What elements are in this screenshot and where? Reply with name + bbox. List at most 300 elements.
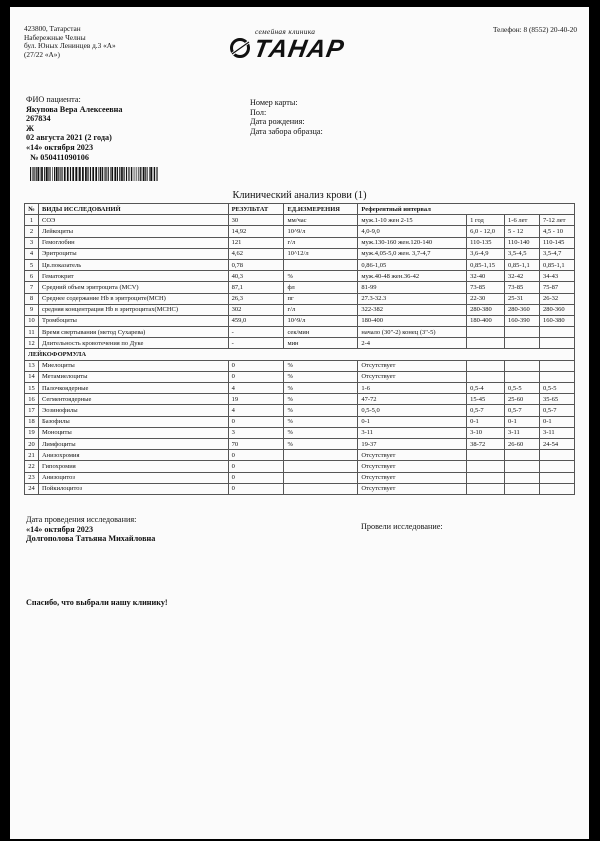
table-cell: 19-37 xyxy=(358,438,467,449)
footer-block xyxy=(26,515,155,544)
table-cell: 23 xyxy=(25,472,39,483)
table-cell xyxy=(539,483,574,494)
table-cell: Эритроциты xyxy=(38,248,228,259)
table-cell: Миелоциты xyxy=(38,360,228,371)
table-cell xyxy=(467,483,505,494)
table-row xyxy=(25,327,575,338)
table-cell xyxy=(467,360,505,371)
barcode-bar xyxy=(98,167,99,181)
table-cell xyxy=(467,338,505,349)
table-cell: 280-380 xyxy=(467,304,505,315)
barcode-bar xyxy=(50,167,51,181)
barcode-bar xyxy=(92,167,94,181)
table-cell: 3-11 xyxy=(505,427,540,438)
table-cell xyxy=(505,338,540,349)
logo-name: ТАНАР xyxy=(251,35,347,63)
table-cell: Отсутствует xyxy=(358,472,467,483)
barcode-bar xyxy=(105,167,106,181)
barcode-bar xyxy=(79,167,81,181)
barcode-bar xyxy=(117,167,118,181)
barcode-bar xyxy=(40,167,41,181)
table-cell xyxy=(467,371,505,382)
table-cell: Отсутствует xyxy=(358,483,467,494)
table-cell: 5 - 12 xyxy=(505,226,540,237)
logo-swoosh-icon xyxy=(228,37,254,59)
address-line: бул. Юных Ленинцев д.3 «А» xyxy=(24,41,116,51)
barcode-bar xyxy=(149,167,150,181)
table-cell: % xyxy=(284,438,358,449)
table-cell: Длительность кровотечения по Дуке xyxy=(38,338,228,349)
table-cell xyxy=(284,472,358,483)
table-cell: 11 xyxy=(25,327,39,338)
table-row xyxy=(25,226,575,237)
table-cell: Гематокрит xyxy=(38,271,228,282)
table-cell: 3-11 xyxy=(539,427,574,438)
table-cell: % xyxy=(284,405,358,416)
table-cell: 2-4 xyxy=(358,338,467,349)
patient-sex: Ж xyxy=(26,123,35,133)
patient-sample-date: «14» октября 2023 xyxy=(26,142,94,152)
table-row xyxy=(25,315,575,326)
table-cell: - xyxy=(228,327,284,338)
header-cell: РЕЗУЛЬТАТ xyxy=(228,204,284,215)
table-cell: 0 xyxy=(228,472,284,483)
table-cell: Эозинофилы xyxy=(38,405,228,416)
table-cell: 10^9/л xyxy=(284,315,358,326)
table-cell: 0,85-1,15 xyxy=(467,259,505,270)
patient-card: 267834 xyxy=(26,114,51,124)
table-cell: Время свертывания (метод Сухарева) xyxy=(38,327,228,338)
table-cell xyxy=(284,483,358,494)
logo-subtitle: семейная клиника xyxy=(255,27,316,36)
report-title: Клинический анализ крови (1) xyxy=(232,190,367,201)
barcode-bar xyxy=(32,167,33,181)
table-row xyxy=(25,360,575,371)
table-cell: - xyxy=(228,338,284,349)
table-cell: Анизохромия xyxy=(38,450,228,461)
barcode-bar xyxy=(90,167,91,181)
table-cell: 10^9/л xyxy=(284,226,358,237)
table-cell xyxy=(284,259,358,270)
table-cell: 17 xyxy=(25,405,39,416)
barcode-bar xyxy=(153,167,154,181)
table-cell: 47-72 xyxy=(358,394,467,405)
table-cell: 0,5-7 xyxy=(505,405,540,416)
table-cell: средняя концентрация Hb в эритроцитах(MCHC) xyxy=(38,304,228,315)
barcode-bar xyxy=(133,167,134,181)
table-cell: муж.130-160 жен.120-140 xyxy=(358,237,467,248)
table-header-row xyxy=(25,204,575,215)
barcode-bar xyxy=(36,167,37,181)
table-cell xyxy=(284,450,358,461)
table-cell: % xyxy=(284,371,358,382)
table-cell: 22 xyxy=(25,461,39,472)
table-cell: 0,5-5 xyxy=(539,383,574,394)
barcode-bar xyxy=(41,167,43,181)
table-cell: 12 xyxy=(25,338,39,349)
barcode-bar xyxy=(72,167,74,181)
table-cell: 0-1 xyxy=(358,416,467,427)
barcode-bar xyxy=(110,167,111,181)
table-cell xyxy=(467,472,505,483)
table-cell: 180-400 xyxy=(358,315,467,326)
barcode-bar xyxy=(126,167,127,181)
table-cell: пг xyxy=(284,293,358,304)
barcode-bar xyxy=(145,167,146,181)
barcode-bar xyxy=(143,167,145,181)
barcode-bar xyxy=(70,167,71,181)
table-cell: сек/мин xyxy=(284,327,358,338)
table-row xyxy=(25,416,575,427)
table-cell: 0 xyxy=(228,371,284,382)
table-cell: 0-1 xyxy=(505,416,540,427)
table-cell: Метамиелоциты xyxy=(38,371,228,382)
table-cell: начало (30"-2) конец (3"-5) xyxy=(358,327,467,338)
table-cell: 160-380 xyxy=(539,315,574,326)
table-cell: 34-43 xyxy=(539,271,574,282)
barcode-bar xyxy=(52,167,53,181)
table-cell: 0,85-1,1 xyxy=(539,259,574,270)
table-cell: 25-31 xyxy=(505,293,540,304)
barcode-bar xyxy=(46,167,48,181)
table-cell: Отсутствует xyxy=(358,461,467,472)
table-cell: % xyxy=(284,383,358,394)
table-cell: мин xyxy=(284,338,358,349)
table-row xyxy=(25,394,575,405)
table-row xyxy=(25,461,575,472)
table-cell: 0,5-5 xyxy=(505,383,540,394)
table-cell: 1 xyxy=(25,215,39,226)
table-row xyxy=(25,215,575,226)
table-cell: 10^12/л xyxy=(284,248,358,259)
table-cell xyxy=(505,371,540,382)
table-row xyxy=(25,483,575,494)
barcode-bar xyxy=(142,167,143,181)
patient-name: Якупова Вера Алексеевна xyxy=(26,104,123,114)
table-cell: 4 xyxy=(25,248,39,259)
table-cell: 14,92 xyxy=(228,226,284,237)
table-cell: 6 xyxy=(25,271,39,282)
results-table xyxy=(24,203,575,495)
table-cell: 280-360 xyxy=(539,304,574,315)
barcode-bar xyxy=(37,167,39,181)
study-date: «14» октября 2023 xyxy=(26,524,94,534)
table-cell: Отсутствует xyxy=(358,371,467,382)
address-line: Набережные Челны xyxy=(24,32,86,42)
table-cell: 6,0 - 12,0 xyxy=(467,226,505,237)
barcode-bar xyxy=(140,167,141,181)
header-cell: Референтный интервал xyxy=(358,204,575,215)
table-cell: 35-65 xyxy=(539,394,574,405)
table-row xyxy=(25,271,575,282)
table-cell: муж.1-10 жен 2-15 xyxy=(358,215,467,226)
address-line: (27/22 «А») xyxy=(24,49,60,59)
table-row xyxy=(25,472,575,483)
clinic-phone: Телефон: 8 (8552) 20-40-20 xyxy=(492,25,577,34)
table-cell: 2 xyxy=(25,226,39,237)
barcode-bar xyxy=(131,167,132,181)
table-cell: 81-99 xyxy=(358,282,467,293)
table-cell: мм/час xyxy=(284,215,358,226)
barcode-bar xyxy=(56,167,58,181)
barcode-bar xyxy=(87,167,88,181)
table-row xyxy=(25,438,575,449)
barcode-bar xyxy=(64,167,66,181)
table-cell xyxy=(284,461,358,472)
table-cell: 302 xyxy=(228,304,284,315)
table-cell xyxy=(467,327,505,338)
table-row xyxy=(25,383,575,394)
address-line: 423800, Татарстан xyxy=(24,24,81,33)
clinic-logo xyxy=(228,25,358,73)
section-row xyxy=(25,349,575,360)
table-cell: 0,5-4 xyxy=(467,383,505,394)
table-cell: Анизоцитоз xyxy=(38,472,228,483)
table-cell: СОЭ xyxy=(38,215,228,226)
section-label: ЛЕЙКОФОРМУЛА xyxy=(25,349,575,360)
table-cell: 110-140 xyxy=(505,237,540,248)
barcode-bar xyxy=(75,167,77,181)
table-cell: 32-40 xyxy=(467,271,505,282)
sex-label: Пол: xyxy=(250,107,267,117)
table-cell: муж.40-48 жен.36-42 xyxy=(358,271,467,282)
barcode-bar xyxy=(58,167,59,181)
table-cell: 32-42 xyxy=(505,271,540,282)
table-cell: 0,5-7 xyxy=(539,405,574,416)
patient-number: № 050411090106 xyxy=(30,152,89,162)
table-cell: 0,78 xyxy=(228,259,284,270)
table-cell: 1-6 лет xyxy=(505,215,540,226)
table-cell: 19 xyxy=(25,427,39,438)
card-labels xyxy=(250,98,323,136)
table-cell xyxy=(505,461,540,472)
table-cell: 22-30 xyxy=(467,293,505,304)
table-cell: 3 xyxy=(25,237,39,248)
table-cell: 24 xyxy=(25,483,39,494)
barcode-bar xyxy=(121,167,123,181)
table-cell: % xyxy=(284,394,358,405)
table-cell: 0,86-1,05 xyxy=(358,259,467,270)
table-cell: Гипохромия xyxy=(38,461,228,472)
table-cell: 180-400 xyxy=(467,315,505,326)
barcode-bar xyxy=(67,167,69,181)
table-cell xyxy=(539,338,574,349)
table-cell: Сегментоядерные xyxy=(38,394,228,405)
table-cell: 13 xyxy=(25,360,39,371)
patient-block xyxy=(26,95,122,162)
table-cell xyxy=(467,450,505,461)
patient-label: ФИО пациента: xyxy=(26,95,81,104)
table-row xyxy=(25,450,575,461)
table-cell: Среднее содержание Hb в эритроците(MCH) xyxy=(38,293,228,304)
table-cell: 75-87 xyxy=(539,282,574,293)
barcode-bar xyxy=(85,167,87,181)
table-cell xyxy=(467,461,505,472)
table-cell: 121 xyxy=(228,237,284,248)
table-cell: % xyxy=(284,427,358,438)
thanks-message: Спасибо, что выбрали нашу клинику! xyxy=(26,598,168,607)
table-cell xyxy=(539,327,574,338)
barcode-bar xyxy=(34,167,35,181)
barcode-bar xyxy=(78,167,79,181)
table-cell xyxy=(539,472,574,483)
barcode-bar xyxy=(156,167,157,181)
table-cell: 40,3 xyxy=(228,271,284,282)
table-cell xyxy=(505,360,540,371)
table-cell: 0 xyxy=(228,360,284,371)
table-cell: 18 xyxy=(25,416,39,427)
table-cell: 4 xyxy=(228,405,284,416)
table-cell: % xyxy=(284,416,358,427)
barcode-bar xyxy=(48,167,49,181)
table-cell: Лимфоциты xyxy=(38,438,228,449)
table-cell: 15 xyxy=(25,383,39,394)
table-cell: муж.4,05-5,0 жен. 3,7-4,7 xyxy=(358,248,467,259)
table-cell: 25-60 xyxy=(505,394,540,405)
table-cell: Гемоглобин xyxy=(38,237,228,248)
table-cell: 5 xyxy=(25,259,39,270)
barcode-bar xyxy=(106,167,107,181)
table-cell: 1 год xyxy=(467,215,505,226)
table-cell: 3-10 xyxy=(467,427,505,438)
table-cell: 3-11 xyxy=(358,427,467,438)
barcode-bar xyxy=(108,167,109,181)
table-cell: 0,5-7 xyxy=(467,405,505,416)
table-cell: 26-32 xyxy=(539,293,574,304)
barcode-bar xyxy=(128,167,129,181)
table-cell: Цв.показатель xyxy=(38,259,228,270)
table-cell: г/л xyxy=(284,237,358,248)
table-cell xyxy=(505,450,540,461)
table-cell: 8 xyxy=(25,293,39,304)
barcode-bar xyxy=(138,167,139,181)
dob-label: Дата рождения: xyxy=(250,117,305,127)
barcode-bar xyxy=(54,167,55,181)
table-cell: 3 xyxy=(228,427,284,438)
table-cell xyxy=(505,327,540,338)
table-cell: 30 xyxy=(228,215,284,226)
table-cell: 4,0-9,0 xyxy=(358,226,467,237)
barcode-bar xyxy=(135,167,136,181)
table-cell: 322-382 xyxy=(358,304,467,315)
table-cell: 26-60 xyxy=(505,438,540,449)
table-cell: 280-360 xyxy=(505,304,540,315)
barcode-bar xyxy=(60,167,61,181)
table-cell: 0 xyxy=(228,416,284,427)
barcode-bar xyxy=(111,167,113,181)
table-cell: % xyxy=(284,360,358,371)
table-row xyxy=(25,405,575,416)
header-cell: ЕД.ИЗМЕРЕНИЯ xyxy=(284,204,358,215)
table-cell: Отсутствует xyxy=(358,450,467,461)
table-cell: 7-12 лет xyxy=(539,215,574,226)
table-cell: 26,3 xyxy=(228,293,284,304)
table-cell: 0 xyxy=(228,461,284,472)
doctor-name: Долгополова Татьяна Михайловна xyxy=(26,534,156,544)
table-cell xyxy=(505,483,540,494)
table-cell: 3,6-4,9 xyxy=(467,248,505,259)
table-cell: 70 xyxy=(228,438,284,449)
table-row xyxy=(25,259,575,270)
table-cell: 20 xyxy=(25,438,39,449)
table-cell xyxy=(539,360,574,371)
table-cell: 0 xyxy=(228,483,284,494)
table-cell: 38-72 xyxy=(467,438,505,449)
table-cell: 0,5-5,0 xyxy=(358,405,467,416)
table-row xyxy=(25,371,575,382)
table-row xyxy=(25,427,575,438)
header-cell: ВИДЫ ИССЛЕДОВАНИЙ xyxy=(38,204,228,215)
table-cell: 27.3-32.3 xyxy=(358,293,467,304)
barcode-bar xyxy=(150,167,152,181)
barcode-bar xyxy=(44,167,45,181)
barcode-bar xyxy=(124,167,125,181)
table-cell xyxy=(539,461,574,472)
table-cell: 87,1 xyxy=(228,282,284,293)
table-row xyxy=(25,338,575,349)
table-cell: 110-145 xyxy=(539,237,574,248)
table-cell: Средний объем эритроцита (MCV) xyxy=(38,282,228,293)
table-cell: Базофилы xyxy=(38,416,228,427)
report-page xyxy=(10,7,589,839)
table-cell: 10 xyxy=(25,315,39,326)
barcode-bar xyxy=(82,167,84,181)
table-cell: 3,5-4,7 xyxy=(539,248,574,259)
table-cell: 19 xyxy=(228,394,284,405)
table-cell: Пойкилоцитоз xyxy=(38,483,228,494)
table-cell: 15-45 xyxy=(467,394,505,405)
table-cell: г/л xyxy=(284,304,358,315)
table-cell: 4,62 xyxy=(228,248,284,259)
table-row xyxy=(25,304,575,315)
table-cell: 16 xyxy=(25,394,39,405)
table-cell: 1-6 xyxy=(358,383,467,394)
table-row xyxy=(25,282,575,293)
table-cell: 0-1 xyxy=(539,416,574,427)
barcode-bar xyxy=(30,167,31,181)
card-number-label: Номер карты: xyxy=(250,98,298,107)
table-cell xyxy=(505,472,540,483)
table-cell: 0 xyxy=(228,450,284,461)
barcode-bar xyxy=(119,167,120,181)
table-cell: 0,85-1,1 xyxy=(505,259,540,270)
patient-dob: 02 августа 2021 (2 года) xyxy=(26,133,112,143)
table-cell: 0-1 xyxy=(467,416,505,427)
table-cell: 160-390 xyxy=(505,315,540,326)
date-label: Дата проведения исследования: xyxy=(26,515,137,524)
sample-date-label: Дата забора образца: xyxy=(250,126,323,136)
barcode-bar xyxy=(114,167,116,181)
table-cell: Отсутствует xyxy=(358,360,467,371)
table-cell: 21 xyxy=(25,450,39,461)
barcode-bar xyxy=(102,167,103,181)
conducted-label: Провели исследование: xyxy=(361,522,443,531)
barcode-bar xyxy=(147,167,148,181)
table-cell: 73-85 xyxy=(467,282,505,293)
barcode xyxy=(30,167,160,181)
table-cell: % xyxy=(284,271,358,282)
clinic-address xyxy=(24,25,116,59)
table-cell: 4 xyxy=(228,383,284,394)
table-cell: 4,5 - 10 xyxy=(539,226,574,237)
table-cell xyxy=(539,450,574,461)
barcode-bar xyxy=(100,167,102,181)
table-cell: 110-135 xyxy=(467,237,505,248)
table-cell: Палочкоядерные xyxy=(38,383,228,394)
table-cell: 7 xyxy=(25,282,39,293)
table-cell: фл xyxy=(284,282,358,293)
table-cell: 3,5-4,5 xyxy=(505,248,540,259)
